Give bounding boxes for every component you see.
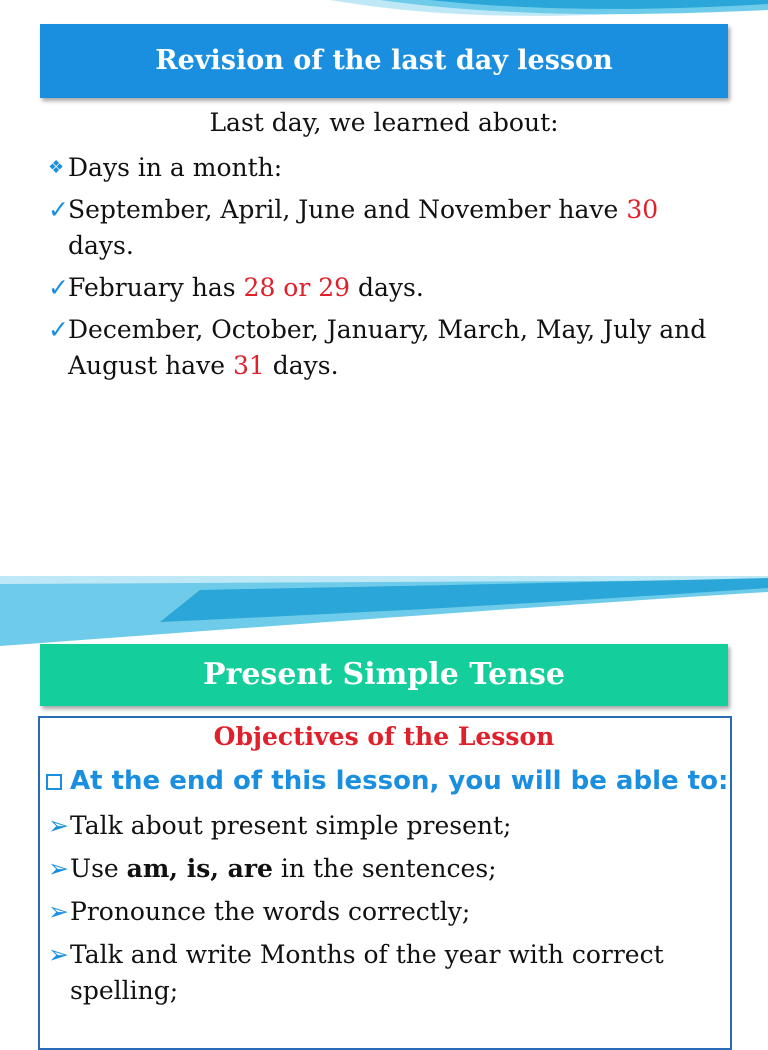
objectives-list [48, 808, 728, 1016]
list-item: ❖ Days in a month: [48, 150, 728, 186]
square-bullet-icon [46, 774, 62, 790]
list-item: ➢ Talk about present simple present; [48, 808, 728, 844]
list-item: ✓ December, October, January, March, May, July and August have 31 days. [48, 312, 728, 384]
list-item: ➢ Talk and write Months of the year with correct spelling; [48, 937, 728, 1009]
diamond-bullet-icon: ❖ [48, 157, 65, 178]
arrow-bullet-icon: ➢ [48, 940, 69, 969]
revision-list [48, 150, 728, 390]
list-item: ✓ February has 28 or 29 days. [48, 270, 728, 306]
intro-text: Last day, we learned about: [209, 108, 559, 137]
check-icon: ✓ [48, 273, 69, 302]
highlight-number: 31 [232, 351, 265, 380]
check-icon: ✓ [48, 195, 69, 224]
arrow-bullet-icon: ➢ [48, 897, 69, 926]
slide-title-bar [40, 644, 728, 706]
list-item: ✓ September, April, June and November have 30 days. [48, 192, 728, 264]
highlight-number: 30 [626, 195, 659, 224]
arrow-bullet-icon: ➢ [48, 854, 69, 883]
arrow-bullet-icon: ➢ [48, 811, 69, 840]
highlight-number: 28 or 29 [243, 273, 351, 302]
slide-title: Present Simple Tense [202, 657, 565, 692]
check-icon: ✓ [48, 315, 69, 344]
objectives-title: Objectives of the Lesson [213, 722, 555, 751]
list-item: ➢ Use am, is, are in the sentences; [48, 851, 728, 887]
list-item: ➢ Pronounce the words correctly; [48, 894, 728, 930]
slide-title-bar [40, 24, 728, 98]
objectives-subtitle: At the end of this lesson, you will be able to: [46, 766, 728, 796]
slide-title: Revision of the last day lesson [155, 45, 613, 76]
slide-revision [0, 0, 768, 512]
